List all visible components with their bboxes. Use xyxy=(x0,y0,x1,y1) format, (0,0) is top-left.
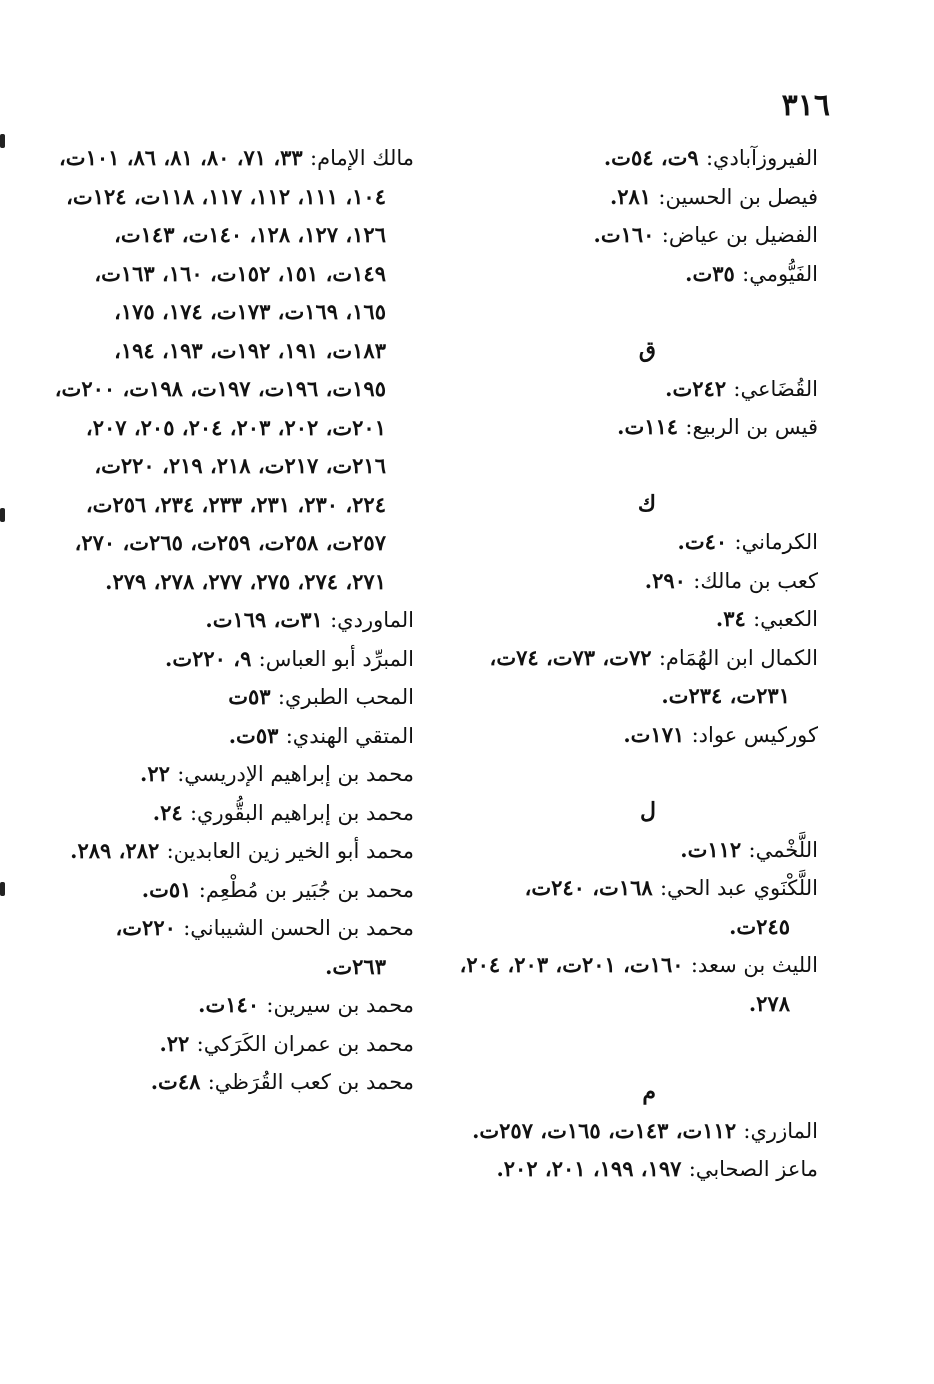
entry-page-refs: ٢٩٠. xyxy=(644,567,686,593)
entry-name: محمد بن عمران الكَرَكي: xyxy=(196,1031,414,1056)
index-entry xyxy=(458,639,818,716)
entry-name: الفضيل بن عياض: xyxy=(661,223,818,247)
entry-page-refs: ٥٣ت xyxy=(228,684,271,709)
entry-name: القُضَاعي: xyxy=(733,376,818,401)
index-entry xyxy=(54,601,414,640)
margin-mark xyxy=(0,134,5,148)
entry-name: الفَيُّومي: xyxy=(742,261,818,286)
entry-page-refs: ٤٨ت. xyxy=(150,1069,201,1094)
page-number: ٣١٦ xyxy=(781,88,830,123)
entry-page-refs: ٣١ت، ١٦٩ت. xyxy=(205,607,323,632)
index-column-left xyxy=(54,139,414,1102)
entry-name: الليث بن سعد: xyxy=(690,953,818,977)
entry-page-refs: ٩، ٢٢٠ت. xyxy=(165,645,252,671)
index-entry xyxy=(54,832,414,871)
index-entry xyxy=(54,986,414,1025)
entry-page-refs: ١٧١ت. xyxy=(623,721,685,747)
entry-name: محمد بن إبراهيم الإدريسي: xyxy=(177,762,414,786)
index-entry xyxy=(54,1025,414,1064)
entry-name: محمد بن سيرين: xyxy=(266,993,414,1017)
section-gap xyxy=(458,754,818,792)
entry-name: محمد بن إبراهيم البقُّوري: xyxy=(189,800,414,825)
index-entry xyxy=(54,871,414,910)
entry-name: ماعز الصحابي: xyxy=(688,1157,818,1181)
entry-page-refs: ٣٣، ٧١، ٨٠، ٨١، ٨٦، ١٠١ت، ١٠٤، ١١١، ١١٢، ١١٧، ١١٨ت، ١٢٤ت، ١٢٦، ١٢٧، ١٢٨، ١٤٠ت، ١٤٣ت، ١٤٩ت، ١٥١، ١٥٢ت، ١٦٠، ١٦٣ت، ١٦٥، ١٦٩ت، ١٧٣ت، ١٧٤، ١٧٥، ١٨٣ت، ١٩١، ١٩٢ت، ١٩٣، ١٩٤، ١٩٥ت، ١٩٦ت، ١٩٧ت، ١٩٨ت، ٢٠٠ت، ٢٠١ت، ٢٠٢، ٢٠٣، ٢٠٤، ٢٠٥، ٢٠٧، ٢١٦ت، ٢١٧ت، ٢١٨، ٢١٩، ٢٢٠ت، ٢٢٤، ٢٣٠، ٢٣١، ٢٣٣، ٢٣٤، ٢٥٦ت، ٢٥٧ت، ٢٥٨ت، ٢٥٩ت، ٢٦٥ت، ٢٧٠، ٢٧١، ٢٧٤، ٢٧٥، ٢٧٧، ٢٧٨، ٢٧٩. xyxy=(54,145,386,594)
index-entry xyxy=(458,946,818,1023)
index-entry xyxy=(54,909,414,986)
entry-page-refs: ٢٢. xyxy=(159,1030,190,1056)
entry-name: المازري: xyxy=(743,1118,818,1143)
index-entry xyxy=(54,755,414,794)
section-letter: ق xyxy=(638,337,656,363)
index-entry xyxy=(54,794,414,833)
entry-name: محمد بن الحسن الشيباني: xyxy=(183,916,414,940)
index-entry xyxy=(458,139,818,178)
section-gap xyxy=(458,293,818,331)
index-entry xyxy=(458,523,818,562)
entry-page-refs: ٩ت، ٥٤ت. xyxy=(603,145,699,170)
entry-name: الكمال ابن الهُمَام: xyxy=(658,645,818,670)
entry-page-refs: ٥٣ت. xyxy=(228,722,279,748)
index-entry xyxy=(458,370,818,409)
entry-page-refs: ١٦٠ت، ٢٠١ت، ٢٠٣، ٢٠٤، ٢٧٨. xyxy=(459,952,790,1016)
entry-name: فيصل بن الحسين: xyxy=(658,184,818,209)
entry-page-refs: ٢٤٢ت. xyxy=(665,375,727,401)
entry-page-refs: ١١٤ت. xyxy=(617,414,679,439)
entry-page-refs: ٣٤. xyxy=(715,606,746,631)
entry-name: كوركيس عواد: xyxy=(691,722,818,747)
entry-page-refs: ١١٢ت. xyxy=(680,836,742,862)
entry-page-refs: ٢٨٢، ٢٨٩. xyxy=(70,838,160,863)
section-letter: ل xyxy=(640,798,656,824)
index-entry xyxy=(54,678,414,717)
entry-name: كعب بن مالك: xyxy=(693,568,818,593)
entry-page-refs: ١٩٧، ١٩٩، ٢٠١، ٢٠٢. xyxy=(496,1156,682,1181)
section-letter: م xyxy=(642,1079,656,1105)
entry-name: الفيروزآبادي: xyxy=(705,146,818,170)
entry-name: الماوردي: xyxy=(330,608,414,632)
entry-page-refs: ٣٥ت. xyxy=(685,260,735,286)
index-entry xyxy=(458,562,818,601)
index-entry xyxy=(458,831,818,870)
index-entry xyxy=(458,216,818,255)
entry-name: الكعبي: xyxy=(753,607,818,631)
index-entry xyxy=(458,716,818,755)
index-entry xyxy=(54,640,414,679)
margin-mark xyxy=(0,508,5,522)
entry-page-refs: ٢٤. xyxy=(152,799,183,825)
entry-page-refs: ٢٢. xyxy=(140,761,170,786)
entry-name: محمد أبو الخير زين العابدين: xyxy=(166,839,414,863)
section-gap xyxy=(458,447,818,485)
entry-name: محمد بن كعب القُرَظي: xyxy=(207,1070,414,1094)
entry-page-refs: ٢٨١. xyxy=(609,183,652,209)
entry-name: الكرماني: xyxy=(734,530,818,554)
entry-page-refs: ٧٢ت، ٧٣ت، ٧٤ت، ٢٣١ت، ٢٣٤ت. xyxy=(489,644,790,708)
index-entry xyxy=(458,600,818,639)
index-entry xyxy=(54,1063,414,1102)
entry-page-refs: ٤٠ت. xyxy=(677,529,728,554)
index-entry xyxy=(458,178,818,217)
index-entry xyxy=(54,139,414,601)
section-letter: ك xyxy=(637,490,656,517)
entry-page-refs: ١٦٨ت، ٢٤٠ت، ٢٤٥ت. xyxy=(524,875,790,939)
index-column-right xyxy=(458,139,818,1189)
entry-page-refs: ٥١ت. xyxy=(141,876,192,902)
index-entry xyxy=(458,255,818,294)
index-entry xyxy=(458,408,818,447)
entry-page-refs: ٢٢٠ت، ٢٦٣ت. xyxy=(115,915,386,979)
entry-name: قيس بن الربيع: xyxy=(685,415,818,439)
index-entry xyxy=(54,717,414,756)
entry-name: محمد بن جُبَير بن مُطْعِم: xyxy=(198,877,414,902)
margin-mark xyxy=(0,882,5,896)
index-entry xyxy=(458,1150,818,1189)
entry-page-refs: ١٦٠ت. xyxy=(593,222,655,247)
entry-name: المحب الطبري: xyxy=(277,685,414,709)
index-entry xyxy=(458,869,818,946)
section-gap xyxy=(458,1023,818,1073)
entry-name: المبرِّد أبو العباس: xyxy=(258,646,414,671)
entry-page-refs: ١٤٠ت. xyxy=(198,992,260,1017)
entry-page-refs: ١١٢ت، ١٤٣ت، ١٦٥ت، ٢٥٧ت. xyxy=(472,1117,737,1143)
entry-name: اللَّكْنَوي عبد الحي: xyxy=(659,876,818,900)
entry-name: مالك الإمام: xyxy=(310,146,414,170)
index-entry xyxy=(458,1112,818,1151)
entry-name: اللَّخْمي: xyxy=(748,837,818,862)
entry-name: المتقي الهندي: xyxy=(285,723,414,748)
